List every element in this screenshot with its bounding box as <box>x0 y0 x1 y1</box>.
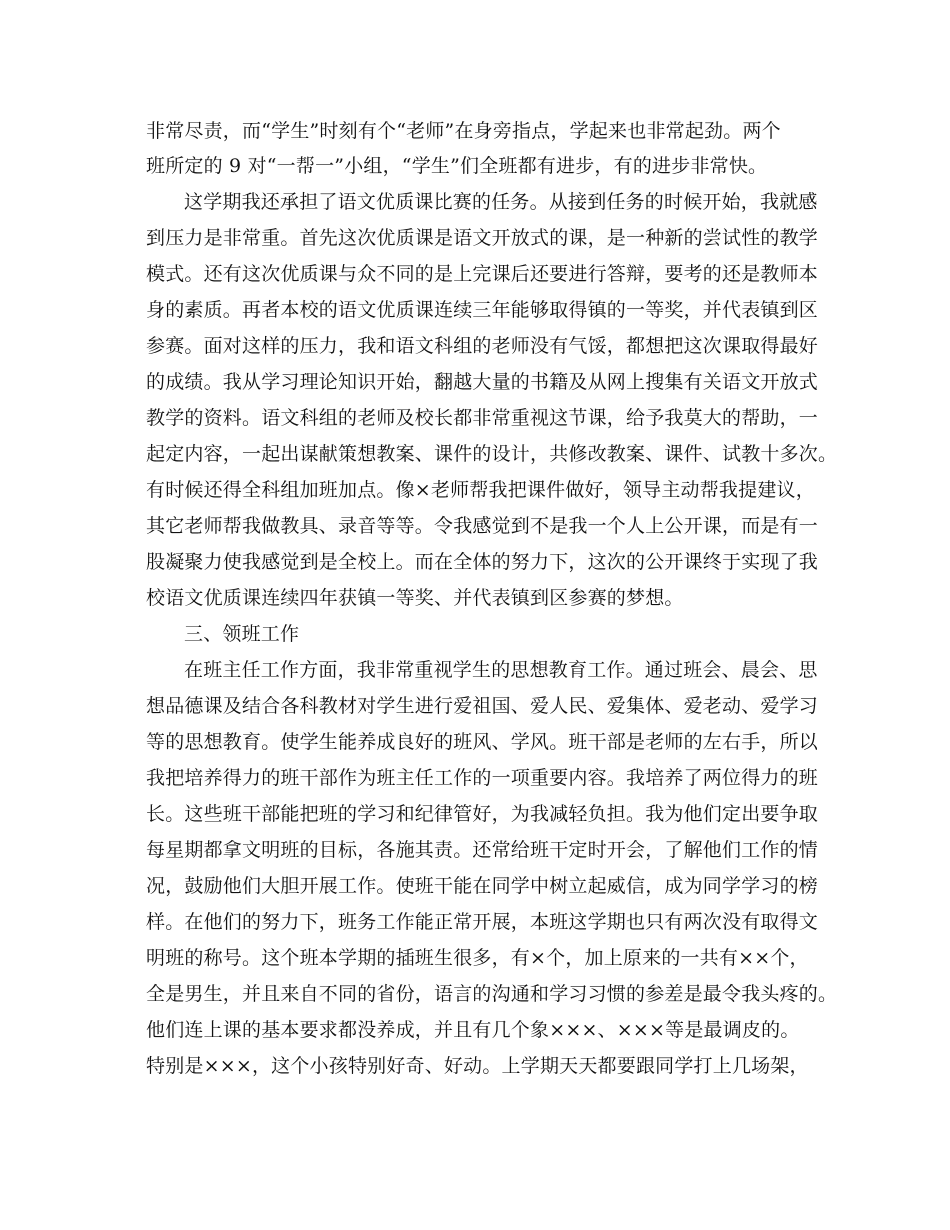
text-line: 非常尽责，而“学生”时刻有个“老师”在身旁指点，学起来也非常起劲。两个 <box>146 120 781 142</box>
text-line: 模式。还有这次优质课与众不同的是上完课后还要进行答辩，要考的还是教师本 <box>146 263 819 285</box>
text-line: 其它老师帮我做教具、录音等等。令我感觉到不是我一个人上公开课，而是有一 <box>146 515 819 537</box>
paragraph-start-line: 在班主任工作方面，我非常重视学生的思想教育工作。通过班会、晨会、思 <box>184 659 818 681</box>
text-line: 况，鼓励他们大胆开展工作。使班干能在同学中树立起威信，成为同学学习的榜 <box>146 875 819 897</box>
paragraph-start-line: 这学期我还承担了语文优质课比赛的任务。从接到任务的时候开始，我就感 <box>184 191 818 213</box>
text-line: 明班的称号。这个班本学期的插班生很多，有×个，加上原来的一共有××个， <box>146 947 809 969</box>
text-line: 样。在他们的努力下，班务工作能正常开展，本班这学期也只有两次没有取得文 <box>146 911 819 933</box>
text-line: 有时候还得全科组加班加点。像×老师帮我把课件做好，领导主动帮我提建议， <box>146 479 815 501</box>
text-line: 长。这些班干部能把班的学习和纪律管好，为我减轻负担。我为他们定出要争取 <box>146 803 819 825</box>
text-line: 校语文优质课连续四年获镇一等奖、并代表镇到区参赛的梦想。 <box>146 587 684 609</box>
text-line: 股凝聚力使我感觉到是全校上。而在全体的努力下，这次的公开课终于实现了我 <box>146 551 819 573</box>
text-line: 参赛。面对这样的压力，我和语文科组的老师没有气馁，都想把这次课取得最好 <box>146 335 819 357</box>
text-line: 全是男生，并且来自不同的省份，语言的沟通和学习习惯的参差是最令我头疼的。 <box>146 983 838 1005</box>
text-line: 到压力是非常重。首先这次优质课是语文开放式的课，是一种新的尝试性的教学 <box>146 227 819 249</box>
text-line: 起定内容，一起出谋献策想教案、课件的设计，共修改教案、课件、试教十多次。 <box>146 443 838 465</box>
text-line: 我把培养得力的班干部作为班主任工作的一项重要内容。我培养了两位得力的班 <box>146 767 819 789</box>
text-line: 班所定的 9 对“一帮一”小组，“学生”们全班都有进步，有的进步非常快。 <box>146 155 768 177</box>
text-line: 等的思想教育。使学生能养成良好的班风、学风。班干部是老师的左右手，所以 <box>146 731 819 753</box>
text-line: 特别是×××，这个小孩特别好奇、好动。上学期天天都要跟同学打上几场架， <box>146 1055 809 1077</box>
text-line: 每星期都拿文明班的目标，各施其责。还常给班干定时开会，了解他们工作的情 <box>146 839 819 861</box>
section-heading: 三、领班工作 <box>184 623 300 645</box>
text-line: 身的素质。再者本校的语文优质课连续三年能够取得镇的一等奖，并代表镇到区 <box>146 299 819 321</box>
text-line: 的成绩。我从学习理论知识开始，翻越大量的书籍及从网上搜集有关语文开放式 <box>146 371 819 393</box>
text-line: 想品德课及结合各科教材对学生进行爱祖国、爱人民、爱集体、爱老动、爱学习 <box>146 695 819 717</box>
text-line: 他们连上课的基本要求都没养成，并且有几个象×××、×××等是最调皮的。 <box>146 1019 800 1041</box>
text-line: 教学的资料。语文科组的老师及校长都非常重视这节课，给予我莫大的帮助，一 <box>146 407 819 429</box>
